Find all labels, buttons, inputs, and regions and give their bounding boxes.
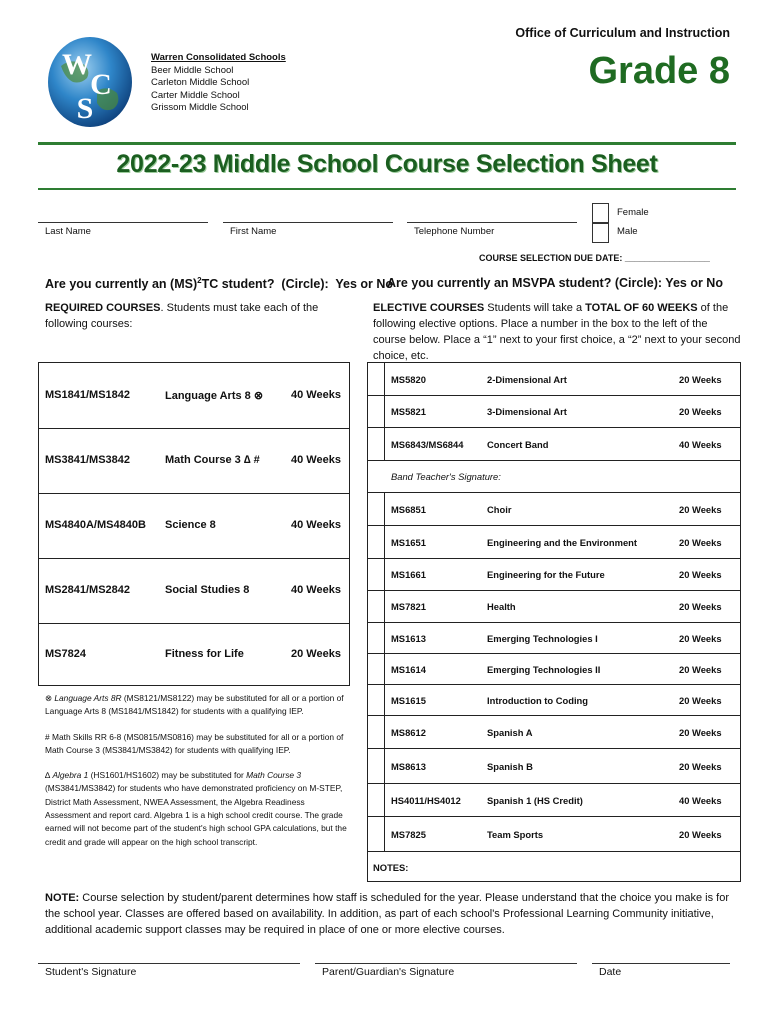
choice-number-box[interactable] bbox=[368, 817, 385, 851]
table-row bbox=[368, 654, 740, 685]
course-weeks: 40 Weeks bbox=[291, 519, 341, 531]
mstc-question: Are you currently an (MS)$^2$TC student? (Circle): Yes or No bbox=[45, 276, 394, 292]
course-code: MS5820 bbox=[391, 374, 426, 385]
choice-number-box[interactable] bbox=[368, 526, 385, 558]
choice-number-box[interactable] bbox=[368, 784, 385, 816]
first-name-field[interactable] bbox=[223, 222, 393, 223]
footnote-course: Math Course 3 bbox=[246, 770, 302, 781]
table-row bbox=[368, 623, 740, 654]
course-code: MS1615 bbox=[391, 695, 426, 706]
footnote bbox=[45, 769, 347, 849]
footnote bbox=[45, 692, 347, 719]
table-row bbox=[368, 363, 740, 396]
school-name: Grissom Middle School bbox=[151, 102, 249, 113]
course-code: MS4840A/MS4840B bbox=[45, 519, 146, 531]
choice-number-box[interactable] bbox=[368, 396, 385, 427]
table-row bbox=[39, 559, 349, 624]
band-signature-label: Band Teacher's Signature: bbox=[391, 471, 501, 482]
course-name: Language Arts 8 ⊗ bbox=[165, 390, 264, 402]
course-code: MS5821 bbox=[391, 406, 426, 417]
note-text: Course selection by student/parent determines how staff is scheduled for the year. Please understand that the choice you make is for the school year. Classes are offered based on availability. In addition, as part of each school's Professional Learning Community initiative, additional academic support classes may be required in place of one or more elective courses. bbox=[45, 892, 730, 936]
elective-total: TOTAL OF 60 WEEKS bbox=[585, 302, 698, 314]
course-name: Math Course 3 ∆ # bbox=[165, 454, 260, 466]
course-code: MS1614 bbox=[391, 664, 426, 675]
course-name: Introduction to Coding bbox=[487, 695, 589, 706]
footnote-symbol: ∆ bbox=[45, 770, 53, 781]
male-checkbox[interactable] bbox=[592, 223, 609, 243]
course-name: Emerging Technologies II bbox=[487, 664, 601, 675]
choice-number-box[interactable] bbox=[368, 363, 385, 395]
course-weeks: 20 Weeks bbox=[679, 664, 722, 675]
school-name: Carleton Middle School bbox=[151, 77, 250, 88]
required-heading: REQUIRED COURSES bbox=[45, 302, 161, 314]
table-row bbox=[39, 429, 349, 494]
choice-number-box[interactable] bbox=[368, 654, 385, 684]
course-name: Spanish A bbox=[487, 727, 533, 738]
course-weeks: 40 Weeks bbox=[679, 439, 722, 450]
grade-label: Grade 8 bbox=[588, 50, 730, 92]
course-name: Science 8 bbox=[165, 519, 216, 531]
elective-courses-table bbox=[367, 362, 741, 882]
course-weeks: 40 Weeks bbox=[679, 795, 722, 806]
band-signature-row bbox=[368, 461, 740, 493]
choice-number-box[interactable] bbox=[368, 623, 385, 653]
choice-number-box[interactable] bbox=[368, 749, 385, 783]
footnote-text: (MS8121/MS8122) may be substituted for all or a portion of Language Arts 8 (MS1841/MS1842) for students with a qualifying IEP. bbox=[45, 693, 344, 717]
district-logo bbox=[47, 36, 133, 128]
note-label: NOTE: bbox=[45, 892, 80, 904]
choice-number-box[interactable] bbox=[368, 559, 385, 590]
date-label: Date bbox=[599, 966, 622, 978]
course-weeks: 40 Weeks bbox=[291, 389, 341, 401]
telephone-label: Telephone Number bbox=[414, 226, 495, 237]
logo-letters: W C S bbox=[62, 48, 112, 125]
female-checkbox[interactable] bbox=[592, 203, 609, 223]
course-code: MS6851 bbox=[391, 504, 426, 515]
footnote-symbol: ⊗ bbox=[45, 693, 55, 703]
course-weeks: 20 Weeks bbox=[679, 406, 722, 417]
course-code: HS4011/HS4012 bbox=[391, 795, 461, 806]
course-weeks: 20 Weeks bbox=[679, 601, 722, 612]
choice-number-box[interactable] bbox=[368, 685, 385, 715]
course-weeks: 20 Weeks bbox=[679, 727, 722, 738]
footnote-course: Algebra 1 bbox=[52, 770, 89, 781]
course-name: Health bbox=[487, 601, 516, 612]
course-weeks: 40 Weeks bbox=[291, 584, 341, 596]
last-name-field[interactable] bbox=[38, 222, 208, 223]
msvpa-question: Are you currently an MSVPA student? (Circle): Yes or No bbox=[387, 276, 723, 290]
elective-intro-text: Students will take a bbox=[484, 302, 586, 314]
required-courses-table bbox=[38, 362, 350, 686]
course-name: Engineering and the Environment bbox=[487, 537, 638, 548]
course-weeks: 20 Weeks bbox=[679, 695, 722, 706]
notes-label: NOTES: bbox=[373, 862, 409, 873]
table-row bbox=[368, 749, 740, 784]
choice-number-box[interactable] bbox=[368, 493, 385, 525]
elective-intro-text: of the following elective options. Place a number in the box to the left of the course below. Place a “1” next to your first choice, a “2” next to your second choice, etc. bbox=[373, 302, 741, 362]
course-weeks: 20 Weeks bbox=[679, 537, 722, 548]
course-code: MS8612 bbox=[391, 727, 426, 738]
footnote: # Math Skills RR 6-8 (MS0815/MS0816) may be substituted for all or a portion of Math Course 3 (MS3841/MS3842) for students with qualifying IEP. bbox=[45, 731, 344, 755]
parent-signature-label: Parent/Guardian's Signature bbox=[322, 966, 455, 978]
table-row bbox=[39, 494, 349, 559]
course-name: 2-Dimensional Art bbox=[487, 374, 567, 385]
course-code: MS6843/MS6844 bbox=[391, 439, 464, 450]
course-code: MS1651 bbox=[391, 537, 426, 548]
course-weeks: 20 Weeks bbox=[679, 504, 722, 515]
table-row bbox=[368, 784, 740, 817]
course-weeks: 20 Weeks bbox=[679, 633, 722, 644]
telephone-field[interactable] bbox=[407, 222, 577, 223]
divider bbox=[38, 142, 736, 145]
course-code: MS7821 bbox=[391, 601, 426, 612]
choice-number-box[interactable] bbox=[368, 591, 385, 622]
course-name: Concert Band bbox=[487, 439, 549, 450]
table-row bbox=[368, 526, 740, 559]
course-code: MS1841/MS1842 bbox=[45, 389, 130, 401]
choice-number-box[interactable] bbox=[368, 716, 385, 748]
school-name: Beer Middle School bbox=[151, 64, 234, 76]
elective-intro bbox=[373, 300, 741, 364]
course-name: Emerging Technologies I bbox=[487, 633, 598, 644]
course-name: Team Sports bbox=[487, 829, 544, 840]
school-name: Carter Middle School bbox=[151, 89, 240, 101]
course-name: Social Studies 8 bbox=[165, 584, 250, 596]
table-row bbox=[368, 716, 740, 749]
due-date: COURSE SELECTION DUE DATE: _________________ bbox=[479, 253, 710, 263]
elective-heading: ELECTIVE COURSES bbox=[373, 302, 485, 314]
course-name: Spanish B bbox=[487, 761, 533, 772]
table-row bbox=[368, 559, 740, 591]
district-block bbox=[151, 52, 286, 115]
female-label: Female bbox=[617, 207, 649, 218]
table-row bbox=[368, 591, 740, 623]
first-name-label: First Name bbox=[230, 226, 277, 237]
course-name: Fitness for Life bbox=[165, 648, 244, 660]
table-row bbox=[368, 817, 740, 852]
table-row bbox=[368, 685, 740, 716]
student-signature-label: Student's Signature bbox=[45, 966, 137, 978]
parent-signature-field[interactable] bbox=[315, 963, 577, 964]
course-code: MS8613 bbox=[391, 761, 426, 772]
page-title: 2022-23 Middle School Course Selection Sheet bbox=[116, 150, 658, 178]
course-name: Spanish 1 (HS Credit) bbox=[487, 795, 583, 806]
date-field[interactable] bbox=[592, 963, 730, 964]
course-code: MS2841/MS2842 bbox=[45, 584, 130, 596]
last-name-label: Last Name bbox=[45, 226, 91, 237]
course-code: MS7825 bbox=[391, 829, 426, 840]
male-label: Male bbox=[617, 226, 638, 237]
required-intro-text: . Students must take each of the following courses: bbox=[45, 302, 319, 330]
course-weeks: 20 Weeks bbox=[679, 374, 722, 385]
course-weeks: 20 Weeks bbox=[679, 761, 722, 772]
footnote-text: (HS1601/HS1602) may be substituted for bbox=[88, 770, 247, 781]
student-signature-field[interactable] bbox=[38, 963, 300, 964]
course-code: MS1613 bbox=[391, 633, 426, 644]
table-row bbox=[368, 396, 740, 428]
note-paragraph bbox=[45, 890, 735, 938]
course-weeks: 20 Weeks bbox=[291, 648, 341, 660]
choice-number-box[interactable] bbox=[368, 428, 385, 460]
course-weeks: 20 Weeks bbox=[679, 569, 722, 580]
footnotes bbox=[45, 692, 347, 861]
divider bbox=[38, 188, 736, 190]
footnote-text: (MS3841/MS3842) for students who have demonstrated proficiency on M-STEP, District Math Assessment, NWEA Assessment, the Algebra Readiness Assessment and report card. Algebra 1 is a high school credit course. The grade earned will not become part of the student's high school GPA calculations, but the credit and grade will appear on the high school transcript. bbox=[45, 783, 347, 847]
course-name: 3-Dimensional Art bbox=[487, 406, 567, 417]
course-code: MS3841/MS3842 bbox=[45, 454, 130, 466]
course-code: MS1661 bbox=[391, 569, 426, 580]
course-weeks: 40 Weeks bbox=[291, 454, 341, 466]
office-name: Office of Curriculum and Instruction bbox=[515, 26, 730, 40]
table-row bbox=[39, 363, 349, 429]
district-name: Warren Consolidated Schools bbox=[151, 52, 286, 63]
course-code: MS7824 bbox=[45, 648, 86, 660]
table-row bbox=[39, 624, 349, 685]
table-row bbox=[368, 493, 740, 526]
course-weeks: 20 Weeks bbox=[679, 829, 722, 840]
course-name: Engineering for the Future bbox=[487, 569, 605, 580]
required-intro bbox=[45, 300, 345, 332]
table-row bbox=[368, 428, 740, 461]
course-name: Choir bbox=[487, 504, 512, 515]
footnote-course: Language Arts 8R bbox=[54, 693, 122, 703]
